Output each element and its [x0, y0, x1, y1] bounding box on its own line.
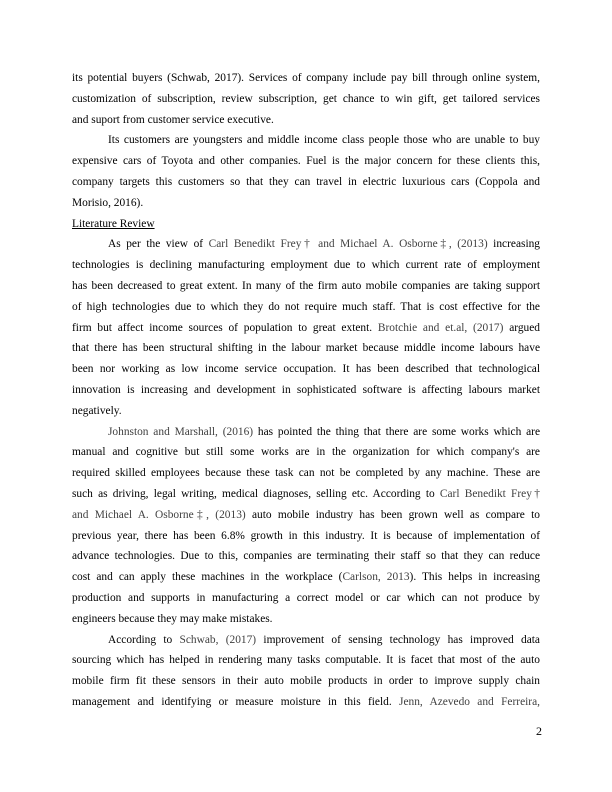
text-line [72, 359, 540, 380]
text-line [72, 463, 540, 484]
citation: Carl Benedikt Frey† [439, 487, 540, 500]
text-run: production and supports in manufacturing a correct model or car which can not produce by [72, 591, 540, 604]
text-line [72, 630, 540, 651]
text-run: has pointed the thing that there are some works which are [253, 425, 540, 438]
citation: Brotchie and et.al, (2017) [377, 321, 504, 334]
text-run: required skilled employees because these task can not be completed by any machine. These are [72, 467, 540, 480]
text-line [72, 151, 540, 172]
text-run: Morisio, 2016). [72, 196, 144, 209]
citation: Carlson, 2013 [342, 571, 410, 584]
text-run: previous year, there has been 6.8% growth in this industry. It is because of implementation of [72, 529, 540, 542]
text-run: and suport from customer service executive. [72, 113, 274, 126]
text-run: technologies is declining manufacturing employment due to which current rate of employment [72, 259, 540, 272]
citation: Johnston and Marshall, (2016) [108, 425, 254, 438]
paragraph-literature-2 [72, 422, 540, 630]
text-run: improvement of sensing technology has improved data [256, 633, 540, 646]
text-run: engineers because they may make mistakes. [72, 612, 273, 625]
text-run: innovation is increasing and development in sophisticated software is affecting labours market [72, 383, 540, 396]
text-run: firm but affect income sources of population to great extent. [72, 321, 378, 334]
text-line [72, 484, 540, 505]
text-line [72, 422, 540, 443]
text-line [72, 526, 540, 547]
text-line [72, 318, 540, 339]
text-line [72, 234, 540, 255]
citation: Carl Benedikt Frey† and Michael A. Osborne‡, (2013) [208, 238, 488, 251]
text-run: auto mobile industry has been grown well as compare to [245, 508, 540, 521]
text-line [72, 671, 540, 692]
text-line [72, 567, 540, 588]
paragraph-customers [72, 130, 540, 213]
page-number: 2 [536, 724, 542, 738]
text-run: advance technologies. Due to this, companies are terminating their staff so that they can reduce [72, 550, 540, 563]
text-line [72, 692, 540, 713]
paragraph-literature-1 [72, 234, 540, 421]
text-run: company targets this customers so that they can travel in electric luxurious cars (Coppola and [72, 175, 540, 188]
text-line [72, 505, 540, 526]
text-run: customization of subscription, review subscription, get chance to win gift, get tailored services [72, 92, 540, 105]
text-line [72, 172, 540, 193]
paragraph-services [72, 68, 540, 130]
text-run: According to [108, 633, 180, 646]
text-run: that there has been structural shifting in the labour market because middle income labours have [72, 342, 540, 355]
text-line [72, 338, 540, 359]
text-line [72, 297, 540, 318]
body-text [72, 68, 540, 713]
text-run: expensive cars of Toyota and other companies. Fuel is the major concern for these clients this, [72, 155, 540, 168]
text-line [72, 442, 540, 463]
text-run: negatively. [72, 404, 122, 417]
text-line [72, 193, 540, 214]
text-run: such as driving, legal writing, medical diagnoses, selling etc. According to [72, 487, 440, 500]
text-line [72, 68, 540, 89]
citation: and Michael A. Osborne‡, (2013) [72, 508, 246, 521]
text-line [72, 380, 540, 401]
text-run: been nor working as low income service occupation. It has been described that technological [72, 363, 540, 376]
text-line [72, 89, 540, 110]
text-run: increasing [487, 238, 540, 251]
text-line [72, 588, 540, 609]
text-line [72, 255, 540, 276]
section-heading: Literature Review [72, 217, 155, 230]
citation: Jenn, Azevedo and Ferreira, [399, 695, 540, 708]
text-run: of high technologies due to which they do not require much staff. That is cost effective for the [72, 300, 540, 313]
text-run: argued [503, 321, 541, 334]
text-line [72, 110, 540, 131]
text-run: As per the view of [108, 238, 209, 251]
text-run: sourcing which has helped in rendering many tasks computable. It is facet that most of the auto [72, 654, 540, 667]
citation: Schwab, (2017) [179, 633, 257, 646]
paragraph-literature-3 [72, 630, 540, 713]
text-run: its potential buyers (Schwab, 2017). Services of company include pay bill through online system, [72, 72, 540, 84]
text-line [72, 401, 540, 422]
text-line [72, 650, 540, 671]
text-run: Its customers are youngsters and middle income class people those who are unable to buy [108, 134, 540, 147]
text-line [72, 546, 540, 567]
text-run: management and identifying or measure moisture in this field. [72, 695, 400, 708]
text-run: has been decreased to great extent. In many of the firm auto mobile companies are taking support [72, 279, 540, 292]
text-line [72, 130, 540, 151]
text-run: mobile firm fit these sensors in their auto mobile products in order to improve supply chain [72, 675, 540, 688]
text-line [72, 609, 540, 630]
text-line [72, 276, 540, 297]
text-run: ). This helps in increasing [409, 571, 540, 584]
text-run: cost and can apply these machines in the workplace ( [72, 571, 343, 584]
text-run: manual and cognitive but still some works are in the organization for which company's are [72, 446, 540, 459]
